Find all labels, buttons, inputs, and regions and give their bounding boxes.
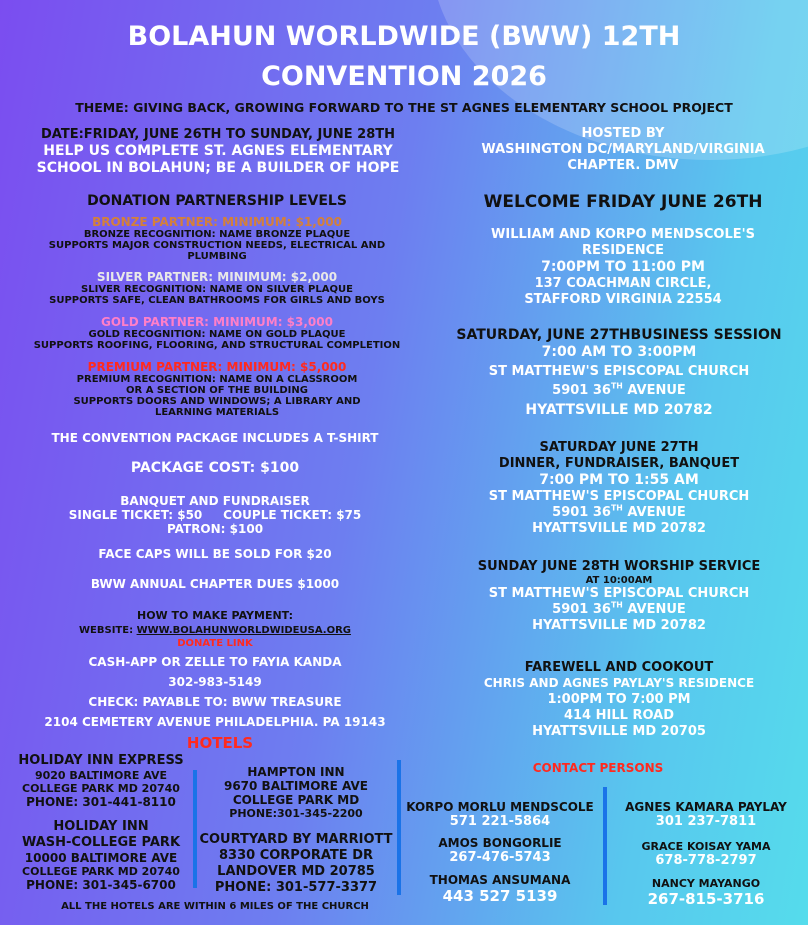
sunday-heading: SUNDAY JUNE 28TH WORSHIP SERVICE: [477, 559, 761, 574]
contacts-right: [608, 800, 804, 908]
street-name: AVENUE: [622, 383, 686, 398]
hotel-street: 10000 BALTIMORE AVE: [24, 851, 178, 865]
hotel-city: LANDOVER MD 20785: [217, 864, 375, 879]
contact-name: KORPO MORLU MENDSCOLE: [406, 800, 594, 814]
premium-supports: SUPPORTS DOORS AND WINDOWS; A LIBRARY AND: [73, 396, 361, 407]
contact-phone: 443 527 5139: [442, 887, 558, 905]
contact-name: AGNES KAMARA PAYLAY: [625, 800, 787, 814]
sunday-street: [430, 602, 808, 618]
banquet-title: BANQUET AND FUNDRAISER: [120, 494, 310, 508]
donation-heading: DONATION PARTNERSHIP LEVELS: [87, 193, 347, 209]
gold-supports: SUPPORTS ROOFING, FLOORING, AND STRUCTURAL COMPLETION: [33, 340, 401, 351]
bronze-supports-cont: PLUMBING: [187, 251, 247, 262]
face-caps: FACE CAPS WILL BE SOLD FOR $20: [98, 547, 332, 561]
street-name: AVENUE: [622, 602, 686, 617]
silver-title: SILVER PARTNER: MINIMUM: $2,000: [96, 270, 338, 284]
hotel-phone: PHONE:301-345-2200: [229, 807, 363, 820]
hotel-name: HAMPTON INN: [247, 765, 345, 779]
help-line-1: HELP US COMPLETE ST. AGNES ELEMENTARY: [43, 143, 393, 159]
friday-host: WILLIAM AND KORPO MENDSCOLE'S: [491, 227, 755, 242]
contact-name: THOMAS ANSUMANA: [429, 873, 571, 887]
hotel-name-cont: WASH-COLLEGE PARK: [21, 835, 181, 850]
contact-phone: 267-476-5743: [449, 850, 551, 865]
hotel-name: COURTYARD BY MARRIOTT: [199, 832, 393, 847]
hotel-hampton-inn: [198, 765, 394, 820]
farewell-heading: FAREWELL AND COOKOUT: [524, 660, 714, 675]
banquet-city: HYATTSVILLE MD 20782: [532, 521, 706, 536]
hotel-street: 9670 BALTIMORE AVE: [223, 779, 369, 793]
farewell-city: HYATTSVILLE MD 20705: [532, 724, 706, 739]
hotel-phone: PHONE: 301-441-8110: [26, 795, 176, 809]
friday-time: 7:00PM TO 11:00 PM: [541, 259, 705, 275]
banquet-place: ST MATTHEW'S EPISCOPAL CHURCH: [488, 489, 750, 504]
check-payable: CHECK: PAYABLE TO: BWW TREASURE: [88, 695, 342, 709]
friday-city: STAFFORD VIRGINIA 22554: [524, 292, 722, 307]
help-line-2: SCHOOL IN BOLAHUN; BE A BUILDER OF HOPE: [36, 160, 400, 176]
banquet-street: [430, 505, 808, 521]
bronze-recognition: BRONZE RECOGNITION: NAME BRONZE PLAQUE: [83, 229, 351, 240]
hotel-holiday-inn-wash: [6, 819, 196, 892]
hotel-phone: PHONE: 301-577-3377: [214, 880, 378, 895]
sunday-city: HYATTSVILLE MD 20782: [532, 618, 706, 633]
friday-street: 137 COACHMAN CIRCLE,: [534, 276, 712, 291]
saturday-heading: SATURDAY, JUNE 27THBUSINESS SESSION: [456, 327, 782, 343]
hotel-street: 8330 CORPORATE DR: [218, 848, 374, 863]
silver-supports: SUPPORTS SAFE, CLEAN BATHROOMS FOR GIRLS AND BOYS: [49, 295, 385, 306]
premium-recognition-cont: OR A SECTION OF THE BUILDING: [126, 385, 308, 396]
cashapp-zelle: CASH-APP OR ZELLE TO FAYIA KANDA: [88, 655, 342, 669]
friday-host-cont: RESIDENCE: [581, 243, 665, 258]
street-name: AVENUE: [622, 505, 686, 520]
contact-name: AMOS BONGORLIE: [438, 836, 562, 850]
saturday-street: [430, 383, 808, 399]
gold-recognition: GOLD RECOGNITION: NAME ON GOLD PLAQUE: [88, 329, 346, 340]
hotel-holiday-inn-express: [6, 753, 196, 809]
website-label: WEBSITE:: [79, 625, 137, 636]
cashapp-phone: 302-983-5149: [168, 675, 262, 689]
contact-phone: 267-815-3716: [647, 890, 765, 908]
package-includes: THE CONVENTION PACKAGE INCLUDES A T-SHIRT: [51, 431, 379, 445]
hotels-note: ALL THE HOTELS ARE WITHIN 6 MILES OF THE CHURCH: [61, 901, 369, 912]
banquet-heading: SATURDAY JUNE 27TH: [539, 440, 699, 455]
premium-recognition: PREMIUM RECOGNITION: NAME ON A CLASSROOM: [76, 374, 358, 385]
contact-phone: 571 221-5864: [449, 814, 551, 829]
hotel-name: HOLIDAY INN EXPRESS: [18, 753, 184, 768]
farewell-street: 414 HILL ROAD: [563, 708, 675, 723]
saturday-place: ST MATTHEW'S EPISCOPAL CHURCH: [488, 364, 750, 379]
package-cost: PACKAGE COST: $100: [130, 460, 300, 476]
street-suffix: TH: [610, 381, 623, 391]
payment-heading: HOW TO MAKE PAYMENT:: [137, 609, 293, 622]
host-chapter: WASHINGTON DC/MARYLAND/VIRGINIA: [481, 142, 765, 157]
sunday-time: AT 10:00AM: [585, 575, 653, 586]
premium-title: PREMIUM PARTNER: MINIMUM: $5,000: [87, 360, 347, 374]
theme: THEME: GIVING BACK, GROWING FORWARD TO THE ST AGNES ELEMENTARY SCHOOL PROJECT: [75, 100, 733, 115]
host-chapter-cont: CHAPTER. DMV: [567, 158, 679, 173]
street-number: 5901 36: [552, 505, 611, 520]
saturday-time: 7:00 AM TO 3:00PM: [541, 344, 697, 360]
street-suffix: TH: [610, 503, 623, 513]
sunday-place: ST MATTHEW'S EPISCOPAL CHURCH: [488, 586, 750, 601]
title-line-1: BOLAHUN WORLDWIDE (BWW) 12TH: [127, 21, 681, 52]
gold-title: GOLD PARTNER: MINIMUM: $3,000: [101, 315, 333, 329]
hotel-city: COLLEGE PARK MD: [232, 793, 360, 807]
street-number: 5901 36: [552, 602, 611, 617]
contact-phone: 678-778-2797: [655, 853, 757, 868]
bronze-supports: SUPPORTS MAJOR CONSTRUCTION NEEDS, ELECTRICAL AND: [48, 240, 386, 251]
street-number: 5901 36: [552, 383, 611, 398]
hotels-heading: HOTELS: [186, 734, 254, 752]
welcome-heading: WELCOME FRIDAY JUNE 26TH: [483, 192, 763, 212]
chapter-dues: BWW ANNUAL CHAPTER DUES $1000: [90, 577, 340, 591]
website-line: [0, 625, 430, 636]
donate-link[interactable]: DONATE LINK: [177, 638, 253, 649]
contacts-heading: CONTACT PERSONS: [532, 761, 664, 775]
saturday-city: HYATTSVILLE MD 20782: [525, 402, 713, 418]
hotel-phone: PHONE: 301-345-6700: [26, 878, 176, 892]
hotel-courtyard-marriott: [198, 832, 394, 896]
hotel-city: COLLEGE PARK MD 20740: [22, 782, 180, 795]
contact-phone: 301 237-7811: [655, 814, 757, 829]
contacts-left: [400, 800, 600, 905]
banquet-tickets: SINGLE TICKET: $50 COUPLE TICKET: $75: [68, 508, 362, 522]
hotel-street: 9020 BALTIMORE AVE: [34, 769, 168, 782]
website-link[interactable]: WWW.BOLAHUNWORLDWIDEUSA.ORG: [136, 625, 351, 636]
banquet-heading-cont: DINNER, FUNDRAISER, BANQUET: [498, 456, 740, 471]
contact-name: GRACE KOISAY YAMA: [641, 840, 771, 853]
farewell-place: CHRIS AND AGNES PAYLAY'S RESIDENCE: [483, 676, 755, 690]
hosted-by: HOSTED BY: [581, 126, 665, 141]
event-dates: DATE:FRIDAY, JUNE 26TH TO SUNDAY, JUNE 28TH: [41, 127, 395, 142]
farewell-time: 1:00PM TO 7:00 PM: [547, 692, 691, 707]
divider: [603, 787, 607, 905]
hotel-city: COLLEGE PARK MD 20740: [22, 865, 180, 878]
bronze-title: BRONZE PARTNER: MINIMUM: $1,000: [92, 215, 342, 229]
banquet-time: 7:00 PM TO 1:55 AM: [539, 472, 699, 488]
check-address: 2104 CEMETERY AVENUE PHILADELPHIA. PA 19143: [44, 715, 386, 729]
banquet-patron: PATRON: $100: [166, 522, 264, 536]
premium-supports-cont: LEARNING MATERIALS: [154, 407, 280, 418]
silver-recognition: SLIVER RECOGNITION: NAME ON SILVER PLAQUE: [81, 284, 353, 295]
contact-name: NANCY MAYANGO: [651, 877, 761, 890]
divider: [193, 770, 197, 888]
title-line-2: CONVENTION 2026: [261, 61, 547, 92]
street-suffix: TH: [610, 600, 623, 610]
hotel-name: HOLIDAY INN: [53, 819, 149, 834]
